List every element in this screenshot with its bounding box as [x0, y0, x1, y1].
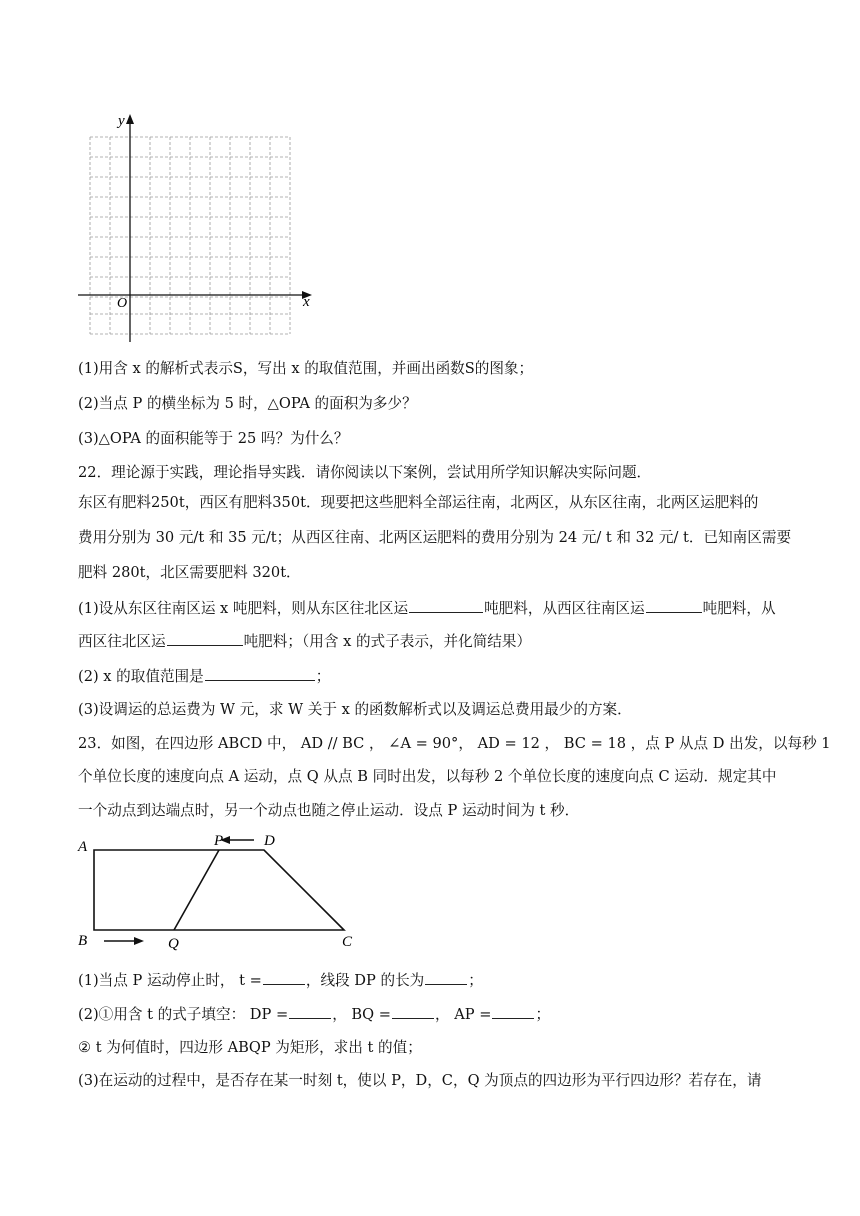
segment-pq: [174, 850, 219, 930]
q23-part2-text-a: (2)①用含 t 的式子填空： DP =: [78, 1006, 289, 1023]
vertex-label-q: Q: [168, 936, 179, 952]
q23-part2-text-c: ， AP =: [434, 1006, 492, 1023]
q22-part1-text-d: 西区往北区运: [78, 633, 166, 650]
q22-part2-text: (2) x 的取值范围是: [78, 668, 204, 685]
trapezoid-figure: [74, 828, 374, 956]
axes: [78, 114, 312, 342]
q22-part1-line1: [78, 598, 783, 619]
answer-blank-ap[interactable]: [492, 1004, 534, 1019]
answer-blank-dp[interactable]: [289, 1004, 331, 1019]
y-axis-label: y: [118, 113, 125, 129]
q22-text-line3: 肥料 280t，北区需要肥料 320t．: [78, 564, 301, 581]
q22-part2: [78, 666, 783, 687]
q22-part2-end: ；: [315, 668, 331, 685]
arrow-p-motion: [220, 836, 254, 844]
quadrilateral-abcd: [94, 850, 344, 930]
q22-intro: 22．理论源于实践，理论指导实践．请你阅读以下案例，尝试用所学知识解决实际问题．: [78, 464, 652, 481]
vertex-label-d: D: [264, 833, 275, 849]
q22-part1-text-b: 吨肥料，从西区往南区运: [484, 600, 645, 617]
q23-part1-text-b: ，线段 DP 的长为: [305, 972, 425, 989]
origin-label: O: [117, 296, 128, 311]
q21-part3: (3)△OPA 的面积能等于 25 吗？为什么？: [78, 430, 349, 447]
vertex-label-b: B: [78, 933, 88, 949]
answer-blank-bq[interactable]: [392, 1004, 434, 1019]
answer-blank-t-stop[interactable]: [263, 970, 305, 985]
q23-part2b: ② t 为何值时，四边形 ABQP 为矩形，求出 t 的值；: [78, 1039, 422, 1056]
arrow-q-motion: [104, 937, 144, 945]
q22-part1-text-e: 吨肥料；（用含 x 的式子表示，并化简结果）: [243, 633, 532, 650]
q23-part2: [78, 1004, 783, 1025]
q23-part1: [78, 970, 783, 991]
q21-part2: (2)当点 P 的横坐标为 5 时，△OPA 的面积为多少？: [78, 395, 417, 412]
q22-text-line2: 费用分别为 30 元/t 和 35 元/t；从西区往南、北两区运肥料的费用分别为 24 元/ t 和 32 元/ t．已知南区需要: [78, 529, 792, 546]
coordinate-grid-figure: [74, 110, 319, 346]
vertex-label-p: P: [214, 833, 224, 849]
answer-blank-west-south[interactable]: [646, 598, 702, 613]
q22-part1-text-a: (1)设从东区往南区运 x 吨肥料，则从东区往北区运: [78, 600, 409, 617]
q21-part1: (1)用含 x 的解析式表示S，写出 x 的取值范围，并画出函数S的图象；: [78, 360, 534, 377]
vertex-label-a: A: [78, 839, 88, 855]
answer-blank-dp-length[interactable]: [425, 970, 467, 985]
q22-part1-text-c: 吨肥料，从: [702, 600, 776, 617]
q23-text-line3: 一个动点到达端点时，另一个动点也随之停止运动．设点 P 运动时间为 t 秒．: [78, 802, 580, 819]
q23-part2-text-b: ， BQ =: [332, 1006, 391, 1023]
x-axis-label: x: [303, 294, 310, 310]
answer-blank-west-north[interactable]: [167, 631, 243, 646]
vertex-label-c: C: [342, 934, 353, 950]
q23-part2-text-d: ；: [535, 1006, 551, 1023]
q22-part3: (3)设调运的总运费为 W 元，求 W 关于 x 的函数解析式以及调运总费用最少的方案．: [78, 701, 632, 718]
q22-text-line1: 东区有肥料250t，西区有肥料350t．现要把这些肥料全部运往南，北两区，从东区往南，北两区运肥料的: [78, 494, 759, 511]
q23-text-line2: 个单位长度的速度向点 A 运动，点 Q 从点 B 同时出发，以每秒 2 个单位长度的速度向点 C 运动．规定其中: [78, 768, 777, 785]
q23-part1-text-c: ；: [468, 972, 483, 989]
q23-part1-text-a: (1)当点 P 运动停止时， t =: [78, 972, 262, 989]
answer-blank-east-north[interactable]: [409, 598, 483, 613]
q23-part3: (3)在运动的过程中，是否存在某一时刻 t，使以 P，D，C，Q 为顶点的四边形为平行四边形？若存在，请: [78, 1072, 762, 1089]
q23-text-line1: 23．如图，在四边形 ABCD 中， AD // BC ， ∠A = 90°， AD = 12 ， BC = 18 ，点 P 从点 D 出发，以每秒 1: [78, 735, 831, 752]
q22-part1-line2: [78, 631, 783, 652]
answer-blank-x-range[interactable]: [205, 666, 315, 681]
